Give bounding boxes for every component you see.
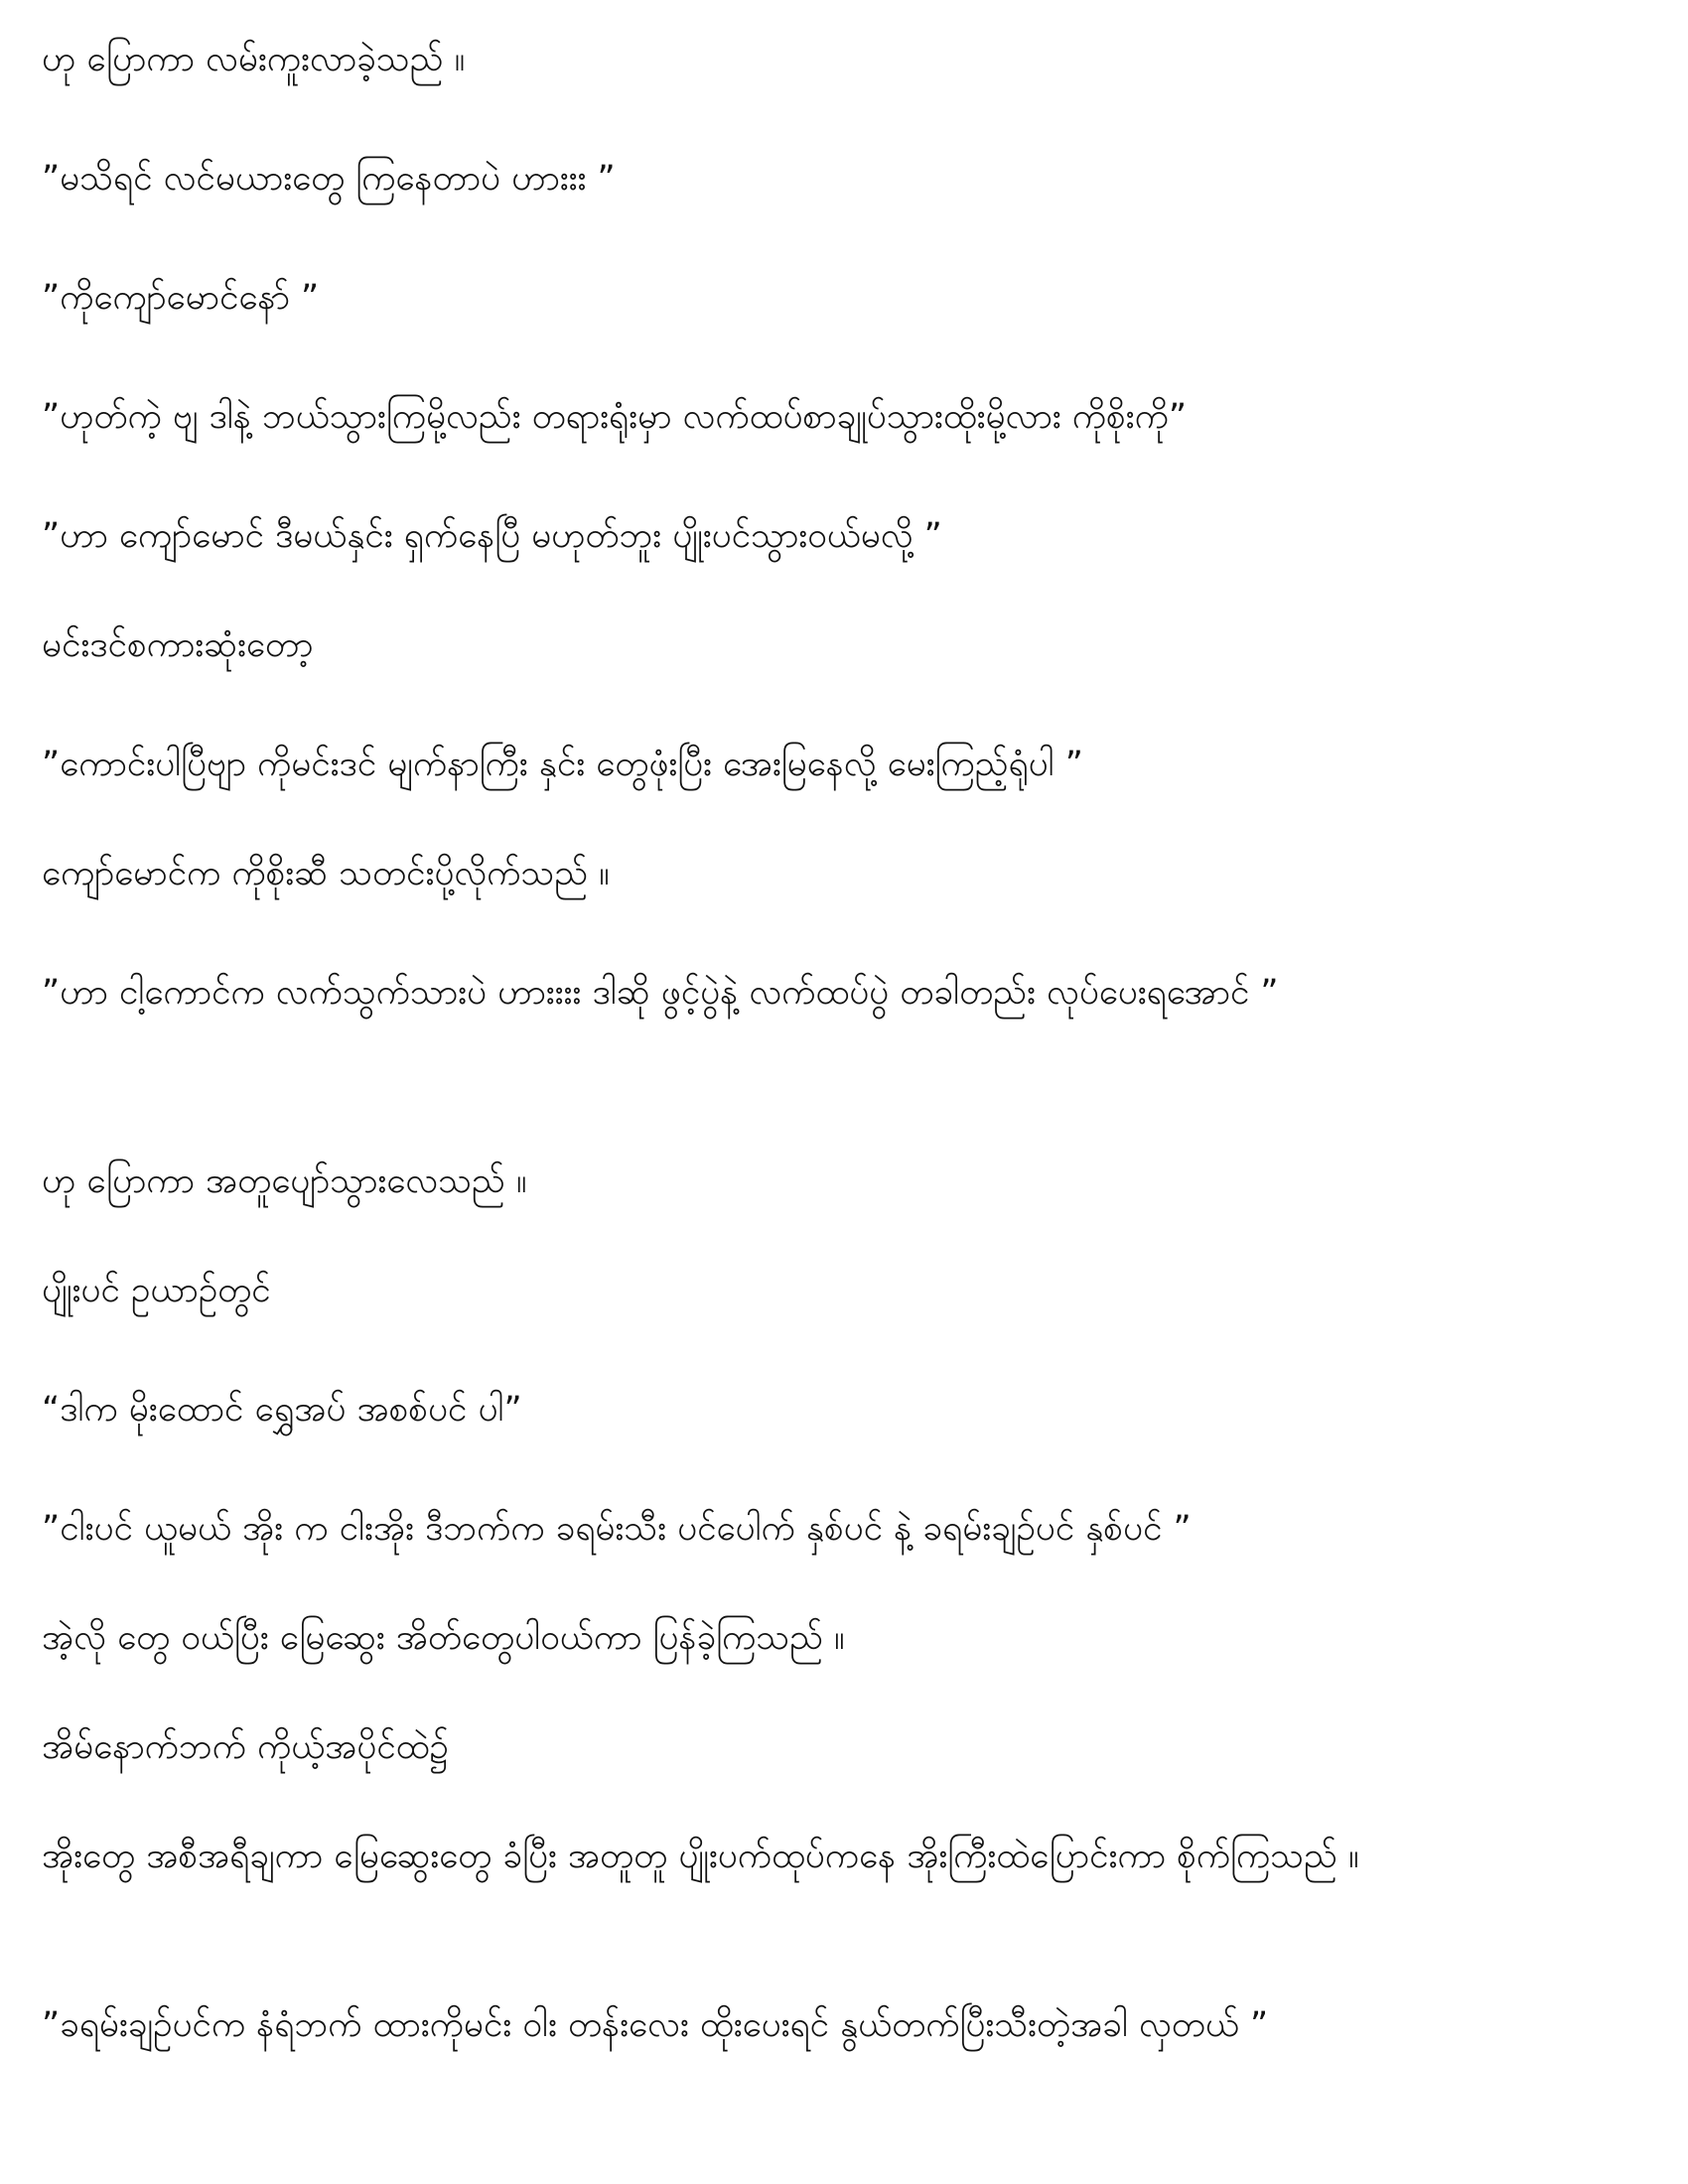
paragraph-4: ”ဟုတ်ကဲ့ ဗျ ဒါနဲ့ ဘယ်သွားကြမို့လည်း တရားရုံးမှာ လက်ထပ်စာချုပ်သွားထိုးမို့လား ကိုစိုးကို” bbox=[42, 397, 1187, 437]
paragraph-8: ကျော်မောင်က ကိုစိုးဆီ သတင်းပို့လိုက်သည် ။ bbox=[42, 854, 610, 893]
paragraph-1: ဟု ပြောကာ လမ်းကူးလာခဲ့သည် ။ bbox=[42, 40, 466, 79]
paragraph-11: ပျိုးပင် ဥယာဉ်တွင် bbox=[42, 1271, 271, 1310]
paragraph-2: ”မသိရင် လင်မယားတွေ ကြနေတာပဲ ဟားးး ” bbox=[42, 159, 616, 199]
paragraph-12: “ဒါက မိုးထောင် ရွှေအပ် အစစ်ပင် ပါ” bbox=[42, 1390, 522, 1430]
paragraph-7: ”ကောင်းပါပြီဗျာ ကိုမင်းဒင် မျက်နာကြီး နှင်း တွေဖုံးပြီး အေးမြနေလို့ မေးကြည့်ရုံပါ ” bbox=[42, 745, 1083, 784]
paragraph-14: အဲ့လို တွေ ဝယ်ပြီး မြေဆွေး အိတ်တွေပါဝယ်ကာ ပြန်ခဲ့ကြသည် ။ bbox=[42, 1618, 845, 1658]
paragraph-15: အိမ်နောက်ဘက် ကိုယ့်အပိုင်ထဲ၌ bbox=[42, 1727, 449, 1767]
paragraph-17: ”ခရမ်းချဉ်ပင်က နံရံဘက် ထားကိုမင်း ဝါး တန်းလေး ထိုးပေးရင် နွယ်တက်ပြီးသီးတဲ့အခါ လှတယ် ” bbox=[42, 2005, 1269, 2045]
paragraph-13: ”ငါးပင် ယူမယ် အိုး က ငါးအိုး ဒီဘက်က ခရမ်းသီး ပင်ပေါက် နှစ်ပင် နဲ့ ခရမ်းချဉ်ပင် နှစ်ပင် ” bbox=[42, 1509, 1192, 1549]
paragraph-16: အိုးတွေ အစီအရီချကာ မြေဆွေးတွေ ခံပြီး အတူတူ ပျိုးပက်ထုပ်ကနေ အိုးကြီးထဲပြောင်းကာ စိုက်ကြသည် ။ bbox=[42, 1837, 1359, 1876]
paragraph-3: ”ကိုကျော်မောင်နော် ” bbox=[42, 278, 320, 318]
paragraph-5: ”ဟာ ကျော်မောင် ဒီမယ်နှင်း ရှက်နေပြီ မဟုတ်ဘူး ပျိုးပင်သွားဝယ်မလို့ ” bbox=[42, 516, 942, 556]
paragraph-10: ဟု ပြောကာ အတူပျော်သွားလေသည် ။ bbox=[42, 1161, 527, 1201]
paragraph-9: ”ဟာ ငါ့ကောင်က လက်သွက်သားပဲ ဟားးးး ဒါဆို ဖွင့်ပွဲနဲ့ လက်ထပ်ပွဲ တခါတည်း လုပ်ပေးရအောင် ” bbox=[42, 973, 1279, 1013]
paragraph-6: မင်းဒင်စကားဆုံးတော့ bbox=[42, 625, 314, 665]
